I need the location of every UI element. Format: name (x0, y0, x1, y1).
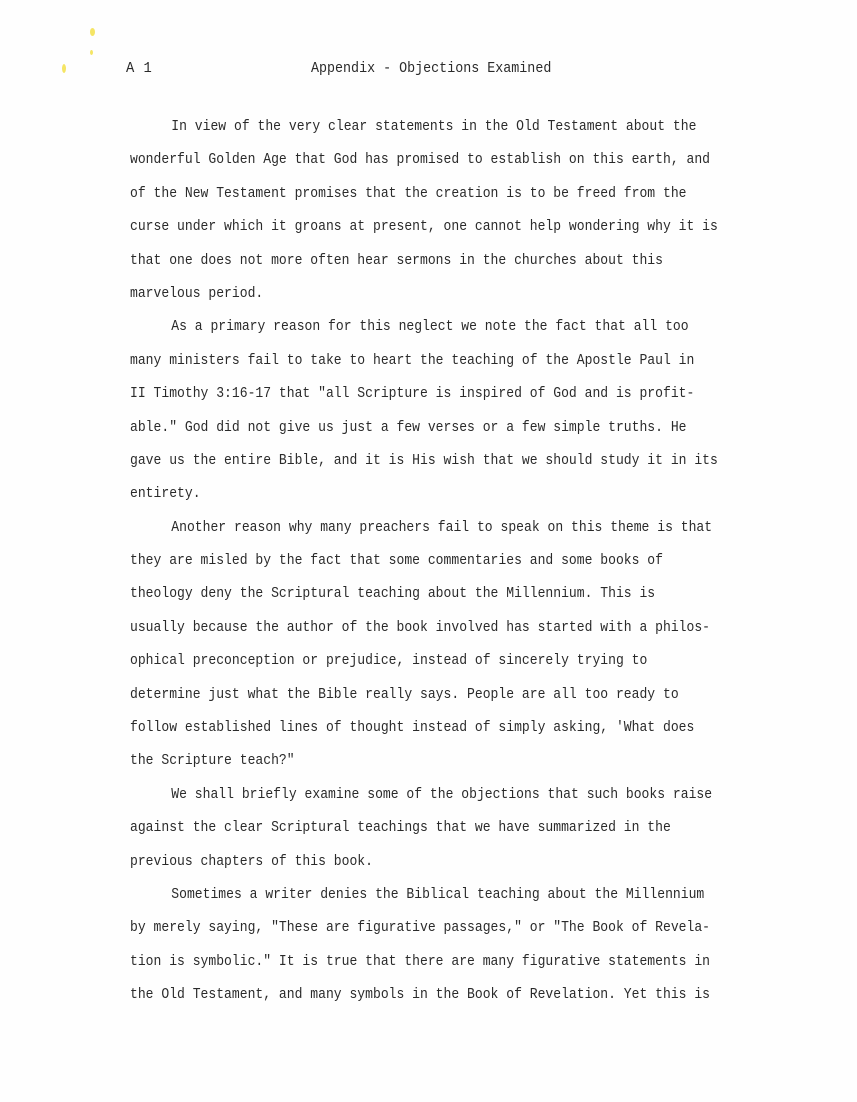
text-line: previous chapters of this book. (130, 851, 373, 870)
text-line: II Timothy 3:16-17 that "all Scripture is inspired of God and is profit- (130, 384, 695, 403)
yellow-speck (62, 64, 66, 73)
text-line: against the clear Scriptural teachings that we have summarized in the (130, 818, 671, 837)
text-line: determine just what the Bible really says. People are all too ready to (130, 684, 679, 703)
text-line: many ministers fail to take to heart the teaching of the Apostle Paul in (130, 350, 695, 369)
paragraph (130, 778, 770, 878)
page-title: Appendix - Objections Examined (311, 60, 552, 77)
text-line: theology deny the Scriptural teaching about the Millennium. This is (130, 584, 656, 603)
body-text (130, 110, 770, 1012)
text-line: of the New Testament promises that the creation is to be freed from the (130, 183, 687, 202)
text-line: by merely saying, "These are figurative passages," or "The Book of Revela- (130, 918, 711, 937)
text-line: In view of the very clear statements in the Old Testament about the (171, 117, 697, 135)
text-line: that one does not more often hear sermons in the churches about this (130, 250, 663, 269)
text-line: curse under which it groans at present, one cannot help wondering why it is (130, 217, 718, 236)
text-line: ophical preconception or prejudice, instead of sincerely trying to (130, 651, 648, 670)
text-line: marvelous period. (130, 283, 264, 302)
text-line: Another reason why many preachers fail to speak on this theme is that (171, 517, 713, 536)
paragraph (130, 878, 770, 1012)
text-line: able." God did not give us just a few verses or a few simple truths. He (130, 417, 687, 436)
text-line: usually because the author of the book involved has started with a philos- (130, 617, 711, 636)
text-line: the Old Testament, and many symbols in the Book of Revelation. Yet this is (130, 985, 711, 1004)
text-line: As a primary reason for this neglect we note the fact that all too (171, 317, 689, 336)
paragraph (130, 110, 770, 310)
paragraph (130, 310, 770, 510)
text-line: We shall briefly examine some of the objections that such books raise (171, 784, 713, 803)
text-line: they are misled by the fact that some commentaries and some books of (130, 551, 663, 570)
text-line: follow established lines of thought instead of simply asking, 'What does (130, 718, 695, 737)
text-line: entirety. (130, 484, 201, 503)
text-line: gave us the entire Bible, and it is His wish that we should study it in its (130, 450, 718, 469)
yellow-speck (90, 50, 93, 55)
text-line: Sometimes a writer denies the Biblical teaching about the Millennium (171, 884, 705, 903)
text-line: wonderful Golden Age that God has promised to establish on this earth, and (130, 150, 711, 169)
page-number: A 1 (126, 60, 153, 77)
text-line: the Scripture teach?" (130, 751, 295, 770)
yellow-speck (90, 28, 95, 36)
text-line: tion is symbolic." It is true that there are many figurative statements in (130, 951, 711, 970)
paragraph (130, 511, 770, 778)
